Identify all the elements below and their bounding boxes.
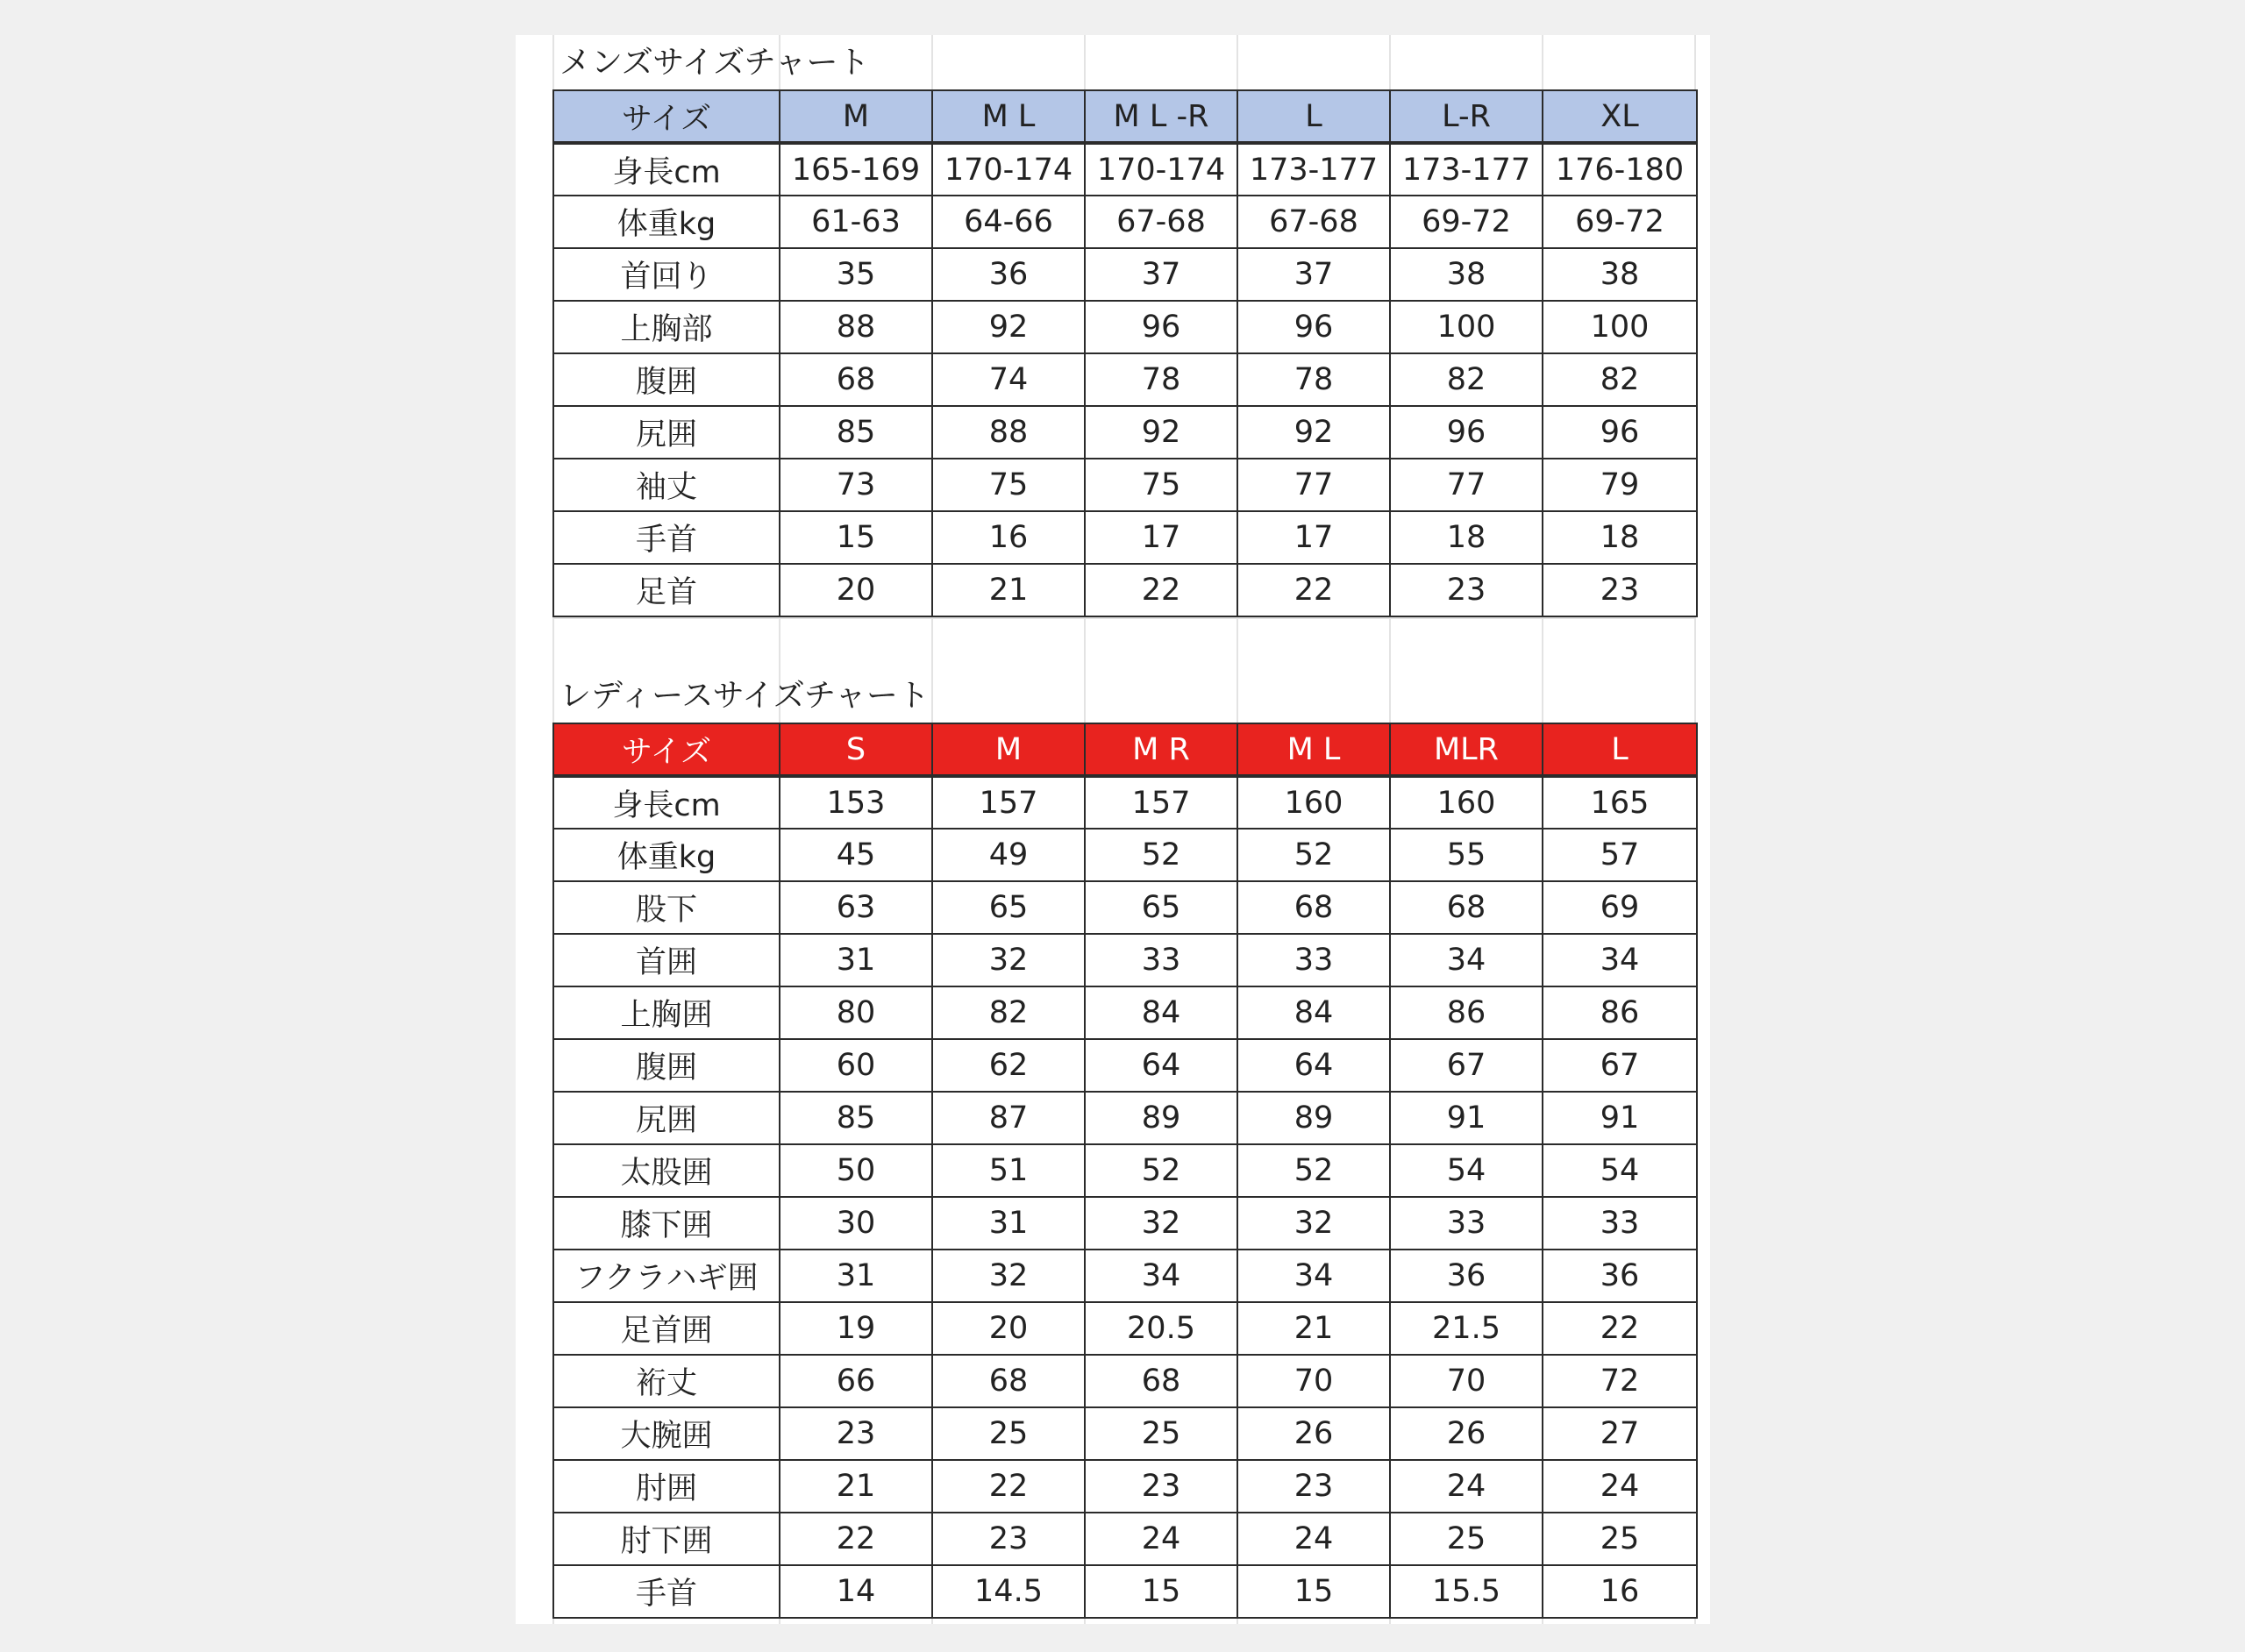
table-row [553,248,1697,301]
size-value-cell: 78 [1085,353,1237,406]
size-value-cell: 96 [1543,406,1697,459]
size-value-cell: 18 [1543,511,1697,564]
table-row [553,1144,1697,1197]
size-value-cell: 21 [932,564,1085,616]
size-value-cell: 27 [1543,1407,1697,1460]
size-value-cell: 45 [780,829,932,881]
size-value-cell: 23 [1237,1460,1390,1513]
size-value-cell: 74 [932,353,1085,406]
table-row [553,1460,1697,1513]
size-value-cell: 18 [1390,511,1543,564]
header-size-label: サイズ [553,723,780,776]
size-value-cell: 37 [1085,248,1237,301]
size-value-cell: 15 [1085,1565,1237,1618]
mens-body [553,143,1697,616]
size-value-cell: 88 [932,406,1085,459]
size-value-cell: 92 [932,301,1085,353]
size-value-cell: 96 [1085,301,1237,353]
size-value-cell: 66 [780,1355,932,1407]
size-value-cell: 24 [1390,1460,1543,1513]
mens-chart-title: メンズサイズチャート [559,45,870,81]
size-value-cell: 51 [932,1144,1085,1197]
size-value-cell: 33 [1085,934,1237,986]
size-value-cell: 32 [932,1250,1085,1302]
row-label: 手首 [553,1565,780,1618]
table-row [553,1197,1697,1250]
size-value-cell: 173-177 [1390,143,1543,196]
size-value-cell: 20 [932,1302,1085,1355]
size-value-cell: 86 [1390,986,1543,1039]
row-label: 袖丈 [553,459,780,511]
size-value-cell: 85 [780,1092,932,1144]
size-value-cell: 35 [780,248,932,301]
size-value-cell: 89 [1085,1092,1237,1144]
table-row [553,1565,1697,1618]
row-label: 体重kg [553,829,780,881]
size-value-cell: 160 [1237,776,1390,829]
size-value-cell: 16 [1543,1565,1697,1618]
size-value-cell: 21 [780,1460,932,1513]
size-value-cell: 69-72 [1390,196,1543,248]
size-value-cell: 57 [1543,829,1697,881]
size-value-cell: 33 [1237,934,1390,986]
ladies-body [553,776,1697,1618]
size-value-cell: 65 [932,881,1085,934]
size-value-cell: 25 [932,1407,1085,1460]
size-value-cell: 62 [932,1039,1085,1092]
mens-size-table [552,89,1698,617]
size-value-cell: 32 [932,934,1085,986]
header-size-cell: L [1237,90,1390,143]
size-value-cell: 70 [1237,1355,1390,1407]
size-value-cell: 54 [1543,1144,1697,1197]
table-row [553,143,1697,196]
size-value-cell: 23 [1543,564,1697,616]
size-value-cell: 25 [1390,1513,1543,1565]
size-value-cell: 64-66 [932,196,1085,248]
size-value-cell: 77 [1237,459,1390,511]
size-value-cell: 84 [1237,986,1390,1039]
row-label: 足首囲 [553,1302,780,1355]
table-row [553,196,1697,248]
table-row [553,1302,1697,1355]
size-value-cell: 31 [780,1250,932,1302]
row-label: 腹囲 [553,353,780,406]
size-value-cell: 54 [1390,1144,1543,1197]
row-label: 腹囲 [553,1039,780,1092]
size-value-cell: 34 [1237,1250,1390,1302]
row-label: 股下 [553,881,780,934]
size-value-cell: 52 [1085,1144,1237,1197]
ladies-size-table [552,723,1698,1619]
size-value-cell: 22 [1085,564,1237,616]
size-value-cell: 34 [1085,1250,1237,1302]
size-value-cell: 64 [1237,1039,1390,1092]
table-row [553,829,1697,881]
size-value-cell: 92 [1237,406,1390,459]
size-value-cell: 22 [780,1513,932,1565]
size-value-cell: 34 [1390,934,1543,986]
size-value-cell: 36 [1543,1250,1697,1302]
size-value-cell: 67-68 [1237,196,1390,248]
size-value-cell: 78 [1237,353,1390,406]
size-value-cell: 19 [780,1302,932,1355]
size-value-cell: 170-174 [932,143,1085,196]
table-row [553,511,1697,564]
size-value-cell: 96 [1237,301,1390,353]
size-value-cell: 26 [1390,1407,1543,1460]
size-value-cell: 68 [1237,881,1390,934]
row-label: 体重kg [553,196,780,248]
ladies-chart-title: レディースサイズチャート [559,678,930,714]
size-value-cell: 64 [1085,1039,1237,1092]
size-value-cell: 91 [1390,1092,1543,1144]
size-value-cell: 16 [932,511,1085,564]
row-label: 足首 [553,564,780,616]
size-value-cell: 100 [1390,301,1543,353]
size-value-cell: 157 [932,776,1085,829]
size-value-cell: 69-72 [1543,196,1697,248]
size-value-cell: 67 [1543,1039,1697,1092]
size-value-cell: 24 [1237,1513,1390,1565]
size-value-cell: 21 [1237,1302,1390,1355]
size-value-cell: 14 [780,1565,932,1618]
table-row [553,353,1697,406]
header-size-cell: M L [1237,723,1390,776]
size-value-cell: 23 [932,1513,1085,1565]
table-row [553,776,1697,829]
row-label: 手首 [553,511,780,564]
size-value-cell: 24 [1543,1460,1697,1513]
size-value-cell: 92 [1085,406,1237,459]
header-size-label: サイズ [553,90,780,143]
size-value-cell: 86 [1543,986,1697,1039]
size-value-cell: 60 [780,1039,932,1092]
header-row [553,90,1697,143]
row-label: 肘囲 [553,1460,780,1513]
row-label: 首囲 [553,934,780,986]
table-row [553,881,1697,934]
size-value-cell: 72 [1543,1355,1697,1407]
table-row [553,1092,1697,1144]
size-value-cell: 89 [1237,1092,1390,1144]
size-value-cell: 73 [780,459,932,511]
size-value-cell: 68 [1390,881,1543,934]
size-value-cell: 34 [1543,934,1697,986]
header-size-cell: M L -R [1085,90,1237,143]
size-value-cell: 69 [1543,881,1697,934]
row-label: 裄丈 [553,1355,780,1407]
size-value-cell: 85 [780,406,932,459]
size-value-cell: 24 [1085,1513,1237,1565]
size-value-cell: 31 [780,934,932,986]
size-value-cell: 96 [1390,406,1543,459]
size-value-cell: 25 [1085,1407,1237,1460]
row-label: 尻囲 [553,406,780,459]
size-value-cell: 70 [1390,1355,1543,1407]
size-value-cell: 84 [1085,986,1237,1039]
size-value-cell: 37 [1237,248,1390,301]
table-row [553,1250,1697,1302]
size-value-cell: 49 [932,829,1085,881]
size-value-cell: 160 [1390,776,1543,829]
size-value-cell: 50 [780,1144,932,1197]
row-label: 尻囲 [553,1092,780,1144]
size-value-cell: 33 [1543,1197,1697,1250]
size-value-cell: 36 [932,248,1085,301]
size-value-cell: 20 [780,564,932,616]
size-value-cell: 165-169 [780,143,932,196]
header-size-cell: M [932,723,1085,776]
ladies-header-row [553,723,1697,776]
header-size-cell: XL [1543,90,1697,143]
size-value-cell: 38 [1543,248,1697,301]
size-value-cell: 31 [932,1197,1085,1250]
header-size-cell: MLR [1390,723,1543,776]
size-value-cell: 91 [1543,1092,1697,1144]
header-size-cell: M L [932,90,1085,143]
table-row [553,1513,1697,1565]
mens-header-row [553,90,1697,143]
table-row [553,934,1697,986]
size-value-cell: 23 [1085,1460,1237,1513]
size-value-cell: 15 [780,511,932,564]
size-value-cell: 17 [1085,511,1237,564]
row-label: 身長cm [553,776,780,829]
table-row [553,564,1697,616]
size-value-cell: 67-68 [1085,196,1237,248]
size-value-cell: 26 [1237,1407,1390,1460]
size-value-cell: 100 [1543,301,1697,353]
size-value-cell: 36 [1390,1250,1543,1302]
row-label: 上胸囲 [553,986,780,1039]
size-value-cell: 23 [780,1407,932,1460]
header-size-cell: M R [1085,723,1237,776]
size-value-cell: 33 [1390,1197,1543,1250]
row-label: 大腕囲 [553,1407,780,1460]
size-value-cell: 68 [1085,1355,1237,1407]
size-value-cell: 68 [932,1355,1085,1407]
size-chart-sheet [516,35,1710,1624]
size-value-cell: 82 [1543,353,1697,406]
header-row [553,723,1697,776]
size-value-cell: 22 [932,1460,1085,1513]
header-size-cell: S [780,723,932,776]
table-row [553,1407,1697,1460]
spacer-row [552,617,1694,672]
size-value-cell: 80 [780,986,932,1039]
size-value-cell: 87 [932,1092,1085,1144]
size-value-cell: 15 [1237,1565,1390,1618]
row-label: フクラハギ囲 [553,1250,780,1302]
header-size-cell: L-R [1390,90,1543,143]
table-row [553,301,1697,353]
size-value-cell: 61-63 [780,196,932,248]
size-value-cell: 30 [780,1197,932,1250]
size-value-cell: 32 [1237,1197,1390,1250]
size-value-cell: 176-180 [1543,143,1697,196]
row-label: 太股囲 [553,1144,780,1197]
size-value-cell: 22 [1543,1302,1697,1355]
table-row [553,459,1697,511]
row-label: 首回り [553,248,780,301]
size-value-cell: 153 [780,776,932,829]
header-size-cell: L [1543,723,1697,776]
size-value-cell: 88 [780,301,932,353]
size-value-cell: 67 [1390,1039,1543,1092]
size-value-cell: 15.5 [1390,1565,1543,1618]
size-value-cell: 52 [1085,829,1237,881]
size-value-cell: 32 [1085,1197,1237,1250]
size-value-cell: 55 [1390,829,1543,881]
table-row [553,1039,1697,1092]
row-label: 上胸部 [553,301,780,353]
size-value-cell: 77 [1390,459,1543,511]
row-label: 肘下囲 [553,1513,780,1565]
table-row [553,1355,1697,1407]
size-value-cell: 25 [1543,1513,1697,1565]
size-value-cell: 165 [1543,776,1697,829]
size-value-cell: 75 [932,459,1085,511]
table-row [553,986,1697,1039]
size-value-cell: 170-174 [1085,143,1237,196]
table-row [553,406,1697,459]
size-value-cell: 23 [1390,564,1543,616]
header-size-cell: M [780,90,932,143]
size-value-cell: 38 [1390,248,1543,301]
size-value-cell: 75 [1085,459,1237,511]
size-value-cell: 157 [1085,776,1237,829]
size-value-cell: 21.5 [1390,1302,1543,1355]
row-label: 膝下囲 [553,1197,780,1250]
size-value-cell: 14.5 [932,1565,1085,1618]
size-value-cell: 68 [780,353,932,406]
size-value-cell: 22 [1237,564,1390,616]
size-value-cell: 173-177 [1237,143,1390,196]
size-value-cell: 63 [780,881,932,934]
size-value-cell: 52 [1237,1144,1390,1197]
size-value-cell: 65 [1085,881,1237,934]
size-value-cell: 20.5 [1085,1302,1237,1355]
size-value-cell: 79 [1543,459,1697,511]
size-value-cell: 17 [1237,511,1390,564]
row-label: 身長cm [553,143,780,196]
size-value-cell: 82 [1390,353,1543,406]
size-value-cell: 82 [932,986,1085,1039]
size-value-cell: 52 [1237,829,1390,881]
